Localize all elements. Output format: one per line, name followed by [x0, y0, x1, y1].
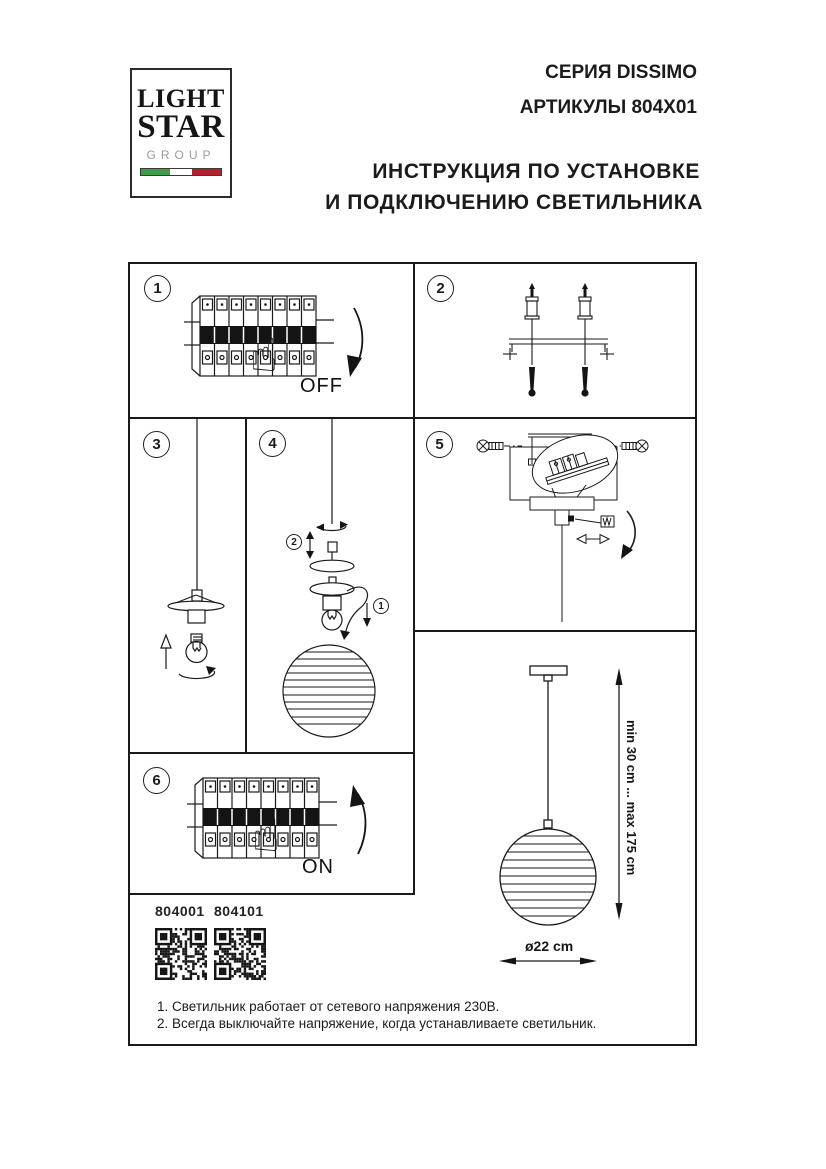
step-number: 6 — [152, 772, 161, 789]
flag-red-segment — [192, 169, 221, 175]
series-title: СЕРИЯ DISSIMO — [545, 62, 697, 83]
pendant-shade-drawing — [130, 419, 245, 752]
articles-title: АРТИКУЛЫ 804X01 — [519, 97, 697, 118]
article-number-right: 804101 — [214, 903, 264, 919]
pointing-hand-icon: ☝ — [252, 809, 281, 861]
breaker-on-drawing — [185, 770, 385, 895]
safety-notes — [157, 998, 687, 1032]
step-number: 5 — [435, 436, 444, 453]
step-number-badge — [144, 275, 171, 302]
suspension-range-label: min 30 cm ... max 175 cm — [624, 720, 639, 876]
step-number: 3 — [152, 436, 161, 453]
logo-word-star: STAR — [137, 109, 225, 145]
step-number: 2 — [436, 280, 445, 297]
note-line-2: 2. Всегда выключайте напряжение, когда устанавливаете светильник. — [157, 1016, 597, 1031]
panel-step-5 — [415, 419, 695, 630]
flag-white-segment — [170, 169, 192, 175]
on-label: ON — [302, 856, 334, 878]
instruction-title-line1: ИНСТРУКЦИЯ ПО УСТАНОВКЕ — [372, 160, 700, 183]
panel-step-6 — [130, 754, 413, 893]
instruction-frame — [128, 262, 697, 1046]
note-line-1: 1. Светильник работает от сетевого напряжения 230В. — [157, 999, 500, 1014]
dimension-drawing — [415, 632, 695, 1044]
step-number-badge — [143, 767, 170, 794]
italian-flag-bar — [140, 168, 222, 176]
canopy-install-drawing — [415, 419, 695, 630]
qr-code-right — [214, 928, 266, 980]
article-qr-section — [130, 895, 413, 1005]
panel-step-4 — [247, 419, 413, 752]
logo-word-group: GROUP — [146, 148, 216, 163]
off-label: OFF — [300, 375, 343, 397]
article-number-left: 804001 — [155, 903, 205, 919]
diameter-label: ø22 cm — [525, 938, 574, 954]
qr-code-left — [155, 928, 207, 980]
flag-green-segment — [141, 169, 170, 175]
substep-badge-1 — [373, 598, 389, 614]
dimension-drawing-area — [415, 632, 695, 1044]
mounting-hardware-drawing — [415, 264, 695, 417]
lightstar-logo — [130, 68, 232, 198]
breaker-off-drawing — [182, 288, 382, 413]
panel-step-2 — [415, 264, 695, 417]
substep-badge-2 — [286, 534, 302, 550]
step-number: 1 — [153, 280, 162, 297]
exploded-assembly-drawing — [247, 419, 413, 752]
pointing-hand-icon: ☝ — [250, 329, 279, 381]
logo-word-light: LIGHT — [137, 84, 225, 113]
instruction-title-line2: И ПОДКЛЮЧЕНИЮ СВЕТИЛЬНИКА — [325, 191, 703, 214]
panel-step-3 — [130, 419, 245, 752]
substep-number: 1 — [378, 600, 384, 612]
step-number: 4 — [268, 435, 277, 452]
substep-number: 2 — [291, 536, 297, 548]
panel-step-1 — [130, 264, 413, 417]
